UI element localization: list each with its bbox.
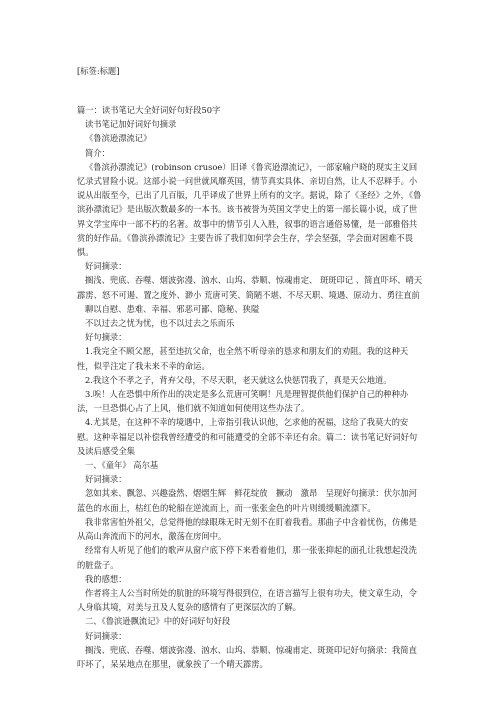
- paragraph: 1.我完全不顾父愿，甚至违抗父命，也全然不听母亲的恳求和朋友们的劝阻。我的这种天性，似乎注定了我未来不幸的命运。: [77, 346, 409, 371]
- paragraph: 《鲁滨孙漂流记》(robinson crusoe）旧译《鲁宾逊漂流记》，一部家喻户晓的现实主义回忆录式冒险小说。这部小说一问世就风靡英国，情节真实具体、亲切自然，让人不忍释手。小说从出版至今，已出了几百版，几乎译成了世界上所有的文字。据说，除了《圣经》之外，《鲁滨孙漂流记》是出版次数最多的一本书。该书被誉为英国文学史上的第一部长篇小说，成了世界文学宝库中一部不朽的名著。故事中的情节引人入胜，叙事的语言通俗易懂，是一部雅俗共赏的好作品。《鲁滨孙漂流记》主要告诉了我们如何学会生存，学会坚强，学会面对困难不畏惧。: [77, 161, 422, 258]
- paragraph: 4.尤其是，在这种不幸的境遇中，上帝指引我认识他，乞求他的祝福，这给了我莫大的安慰。这种幸福足以补偿我曾经遭受的和可能遭受的全部不幸还有余。篇二：读书笔记好词好句及读后感受全集: [77, 417, 418, 456]
- document-body: [77, 103, 423, 671]
- section-title: 篇一：读书笔记大全好词好句好段50字: [77, 105, 221, 115]
- paragraph: 2.我这个不孝之子，背弃父母，不尽天职，老天就这么快惩罚我了，真是天公地道。: [85, 374, 392, 385]
- paragraph: 忽如其来、飘忽、兴趣盎然、熠熠生辉 鲜花绽放 撅动 激昂 呈现好句摘录：伏尔加河蓝色的水面上，枯红色的轮船在逆流而上，而一张张金色的叶片则缓缓顺流漂下。: [77, 488, 417, 513]
- heading: 好句摘录：: [85, 332, 127, 343]
- paragraph: 搁浅、兜底、吞噬、烟波弥漫、汹水、山坞、恭顺、惊魂甫定、斑斑印记好句摘录：我简直吓坏了，呆呆地点在那里，就象挨了一个晴天霹雳。: [77, 644, 417, 669]
- paragraph: 不以过去之忧为忧，也不以过去之乐而乐: [85, 318, 235, 329]
- book-title: 《鲁滨逊漂流记》: [85, 133, 152, 144]
- heading: 我的感想：: [85, 573, 127, 584]
- heading: 二、《鲁滨逊飘流记》中的好词好句好段: [85, 616, 231, 627]
- heading: 好词摘录：: [85, 261, 127, 272]
- paragraph: 作者将主人公当时所处的肮脏的环境写得很到位，在语言描写上很有功夫，使文章生动，令人身临其境，对美与丑及人复杂的感情有了更深层次的了解。: [77, 587, 417, 613]
- heading: 好词摘录：: [85, 474, 127, 485]
- subtitle: 读书笔记加好词好句摘录: [85, 119, 177, 130]
- paragraph: 3.唉！人在恐惧中所作出的决定是多么荒唐可笑啊！凡是理智提供他们保护自己的种种办法，一旦恐惧心占了上风，他们就不知道如何使用这些办法了。: [77, 389, 409, 414]
- paragraph: 经常有人听见了他们的歌声从窗户底下停下来看着他们，那一张张抑起的面孔让我想起没洗的脏盘子。: [77, 545, 417, 570]
- paragraph: 我非常害怕外祖父，总觉得他的绿眼珠无时无刻不在盯着我看。那曲子中含着忧伤，仿佛是从高山奔流而下的河水，激荡在房间中。: [77, 516, 417, 542]
- heading: 一、《童年》 高尔基: [85, 460, 159, 471]
- heading: 简介：: [85, 147, 110, 158]
- tag-placeholder: [标签:标题]: [77, 66, 120, 76]
- paragraph: 聊以自慰、患难、幸福、邪恶可鄙、隐秘、狭隘: [85, 303, 260, 314]
- heading: 好词摘录：: [85, 630, 127, 641]
- paragraph: 搁浅、兜底、吞噬、烟波弥漫、汹水、山坞、恭顺、惊魂甫定、 斑斑印记 、简直吓坏、晴天霹雳、怒不可遏、置之度外、渺小 荒唐可笑、简陋不堪、不尽天职、境遇、原动力、勇往直前: [77, 275, 423, 300]
